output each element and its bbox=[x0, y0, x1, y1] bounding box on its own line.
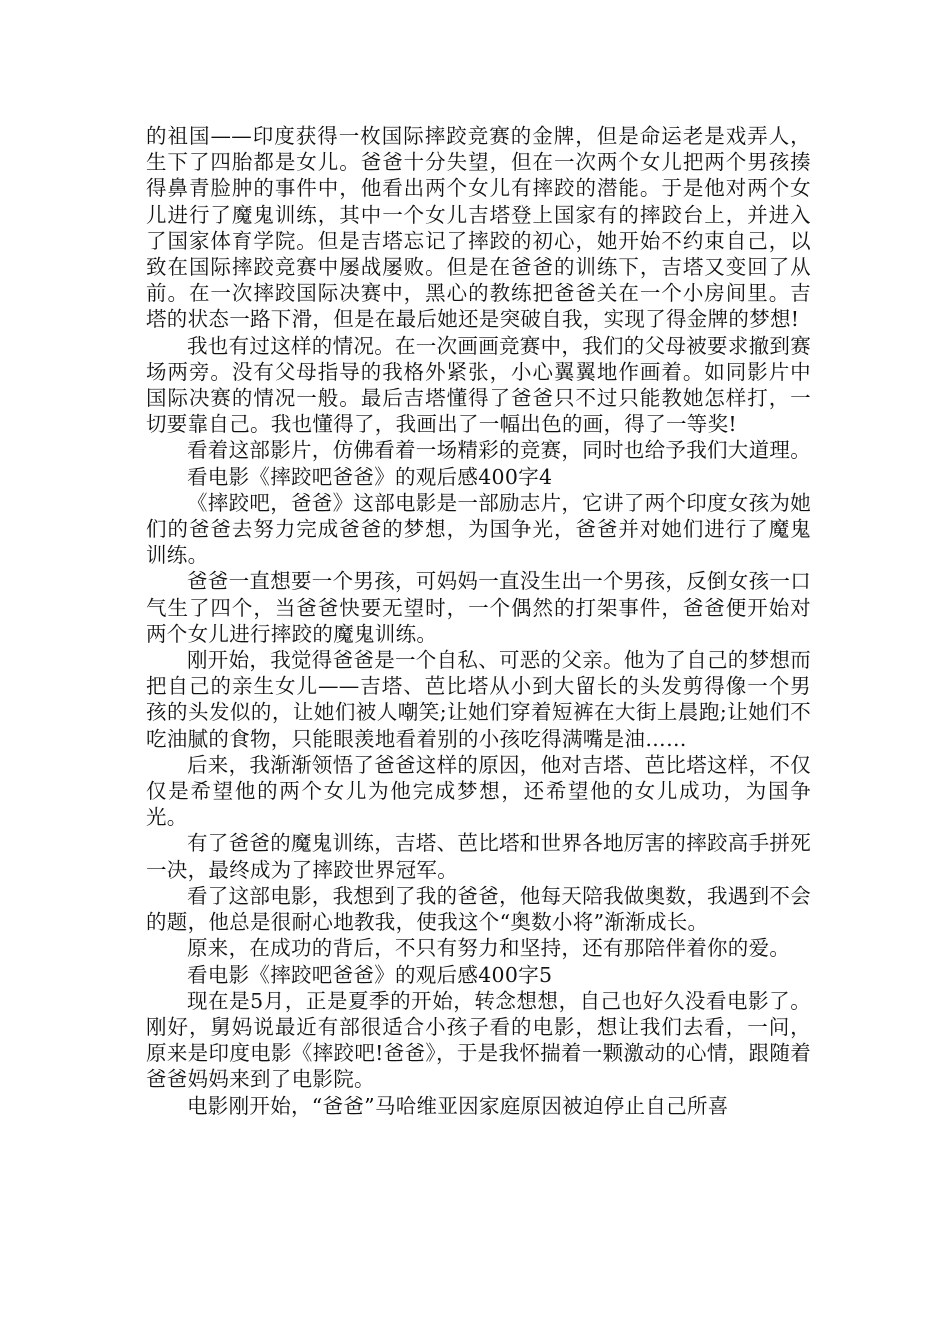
paragraph: 有了爸爸的魔鬼训练，吉塔、芭比塔和世界各地厉害的摔跤高手拼死一决，最终成为了摔跤世界冠军。 bbox=[146, 831, 811, 882]
paragraph: 后来，我渐渐领悟了爸爸这样的原因，他对吉塔、芭比塔这样，不仅仅是希望他的两个女儿为他完成梦想，还希望他的女儿成功，为国争光。 bbox=[146, 752, 811, 830]
document-page bbox=[146, 123, 811, 1119]
paragraph: 刚开始，我觉得爸爸是一个自私、可恶的父亲。他为了自己的梦想而把自己的亲生女儿——吉塔、芭比塔从小到大留长的头发剪得像一个男孩的头发似的，让她们被人嘲笑;让她们穿着短裤在大街上晨跑;让她们不吃油腻的食物，只能眼羡地看着别的小孩吃得满嘴是油…… bbox=[146, 648, 811, 751]
section-heading: 看电影《摔跤吧爸爸》的观后感400字5 bbox=[187, 962, 553, 987]
paragraph: 看着这部影片，仿佛看着一场精彩的竞赛，同时也给予我们大道理。 bbox=[187, 438, 811, 463]
paragraph: 原来，在成功的背后，不只有努力和坚持，还有那陪伴着你的爱。 bbox=[187, 936, 791, 961]
paragraph: 现在是5月，正是夏季的开始，转念想想，自己也好久没看电影了。刚好，舅妈说最近有部很适合小孩子看的电影，想让我们去看，一问，原来是印度电影《摔跤吧!爸爸》，于是我怀揣着一颗激动的心情，跟随着爸爸妈妈来到了电影院。 bbox=[146, 988, 811, 1092]
section-heading: 看电影《摔跤吧爸爸》的观后感400字4 bbox=[187, 464, 553, 489]
paragraph-continuation: 的祖国——印度获得一枚国际摔跤竞赛的金牌，但是命运老是戏弄人，生下了四胎都是女儿。爸爸十分失望，但在一次两个女儿把两个男孩揍得鼻青脸肿的事件中，他看出两个女儿有摔跤的潜能。于是他对两个女儿进行了魔鬼训练，其中一个女儿吉塔登上国家有的摔跤台上，并进入了国家体育学院。但是吉塔忘记了摔跤的初心，她开始不约束自己，以致在国际摔跤竞赛中屡战屡败。但是在爸爸的训练下，吉塔又变回了从前。在一次摔跤国际决赛中，黑心的教练把爸爸关在一个小房间里。吉塔的状态一路下滑，但是在最后她还是突破自我，实现了得金牌的梦想! bbox=[146, 124, 811, 332]
paragraph: 《摔跤吧，爸爸》这部电影是一部励志片，它讲了两个印度女孩为她们的爸爸去努力完成爸爸的梦想，为国争光，爸爸并对她们进行了魔鬼训练。 bbox=[146, 490, 811, 568]
paragraph: 看了这部电影，我想到了我的爸爸，他每天陪我做奥数，我遇到不会的题，他总是很耐心地教我，使我这个“奥数小将”渐渐成长。 bbox=[146, 883, 811, 935]
paragraph: 爸爸一直想要一个男孩，可妈妈一直没生出一个男孩，反倒女孩一口气生了四个，当爸爸快要无望时，一个偶然的打架事件，爸爸便开始对两个女儿进行摔跤的魔鬼训练。 bbox=[146, 569, 811, 646]
paragraph: 电影刚开始，“爸爸”马哈维亚因家庭原因被迫停止自己所喜 bbox=[187, 1093, 729, 1118]
paragraph: 我也有过这样的情况。在一次画画竞赛中，我们的父母被要求撤到赛场两旁。没有父母指导的我格外紧张，小心翼翼地作画着。如同影片中国际决赛的情况一般。最后吉塔懂得了爸爸只不过只能教她怎样打，一切要靠自己。我也懂得了，我画出了一幅出色的画，得了一等奖! bbox=[146, 333, 811, 437]
